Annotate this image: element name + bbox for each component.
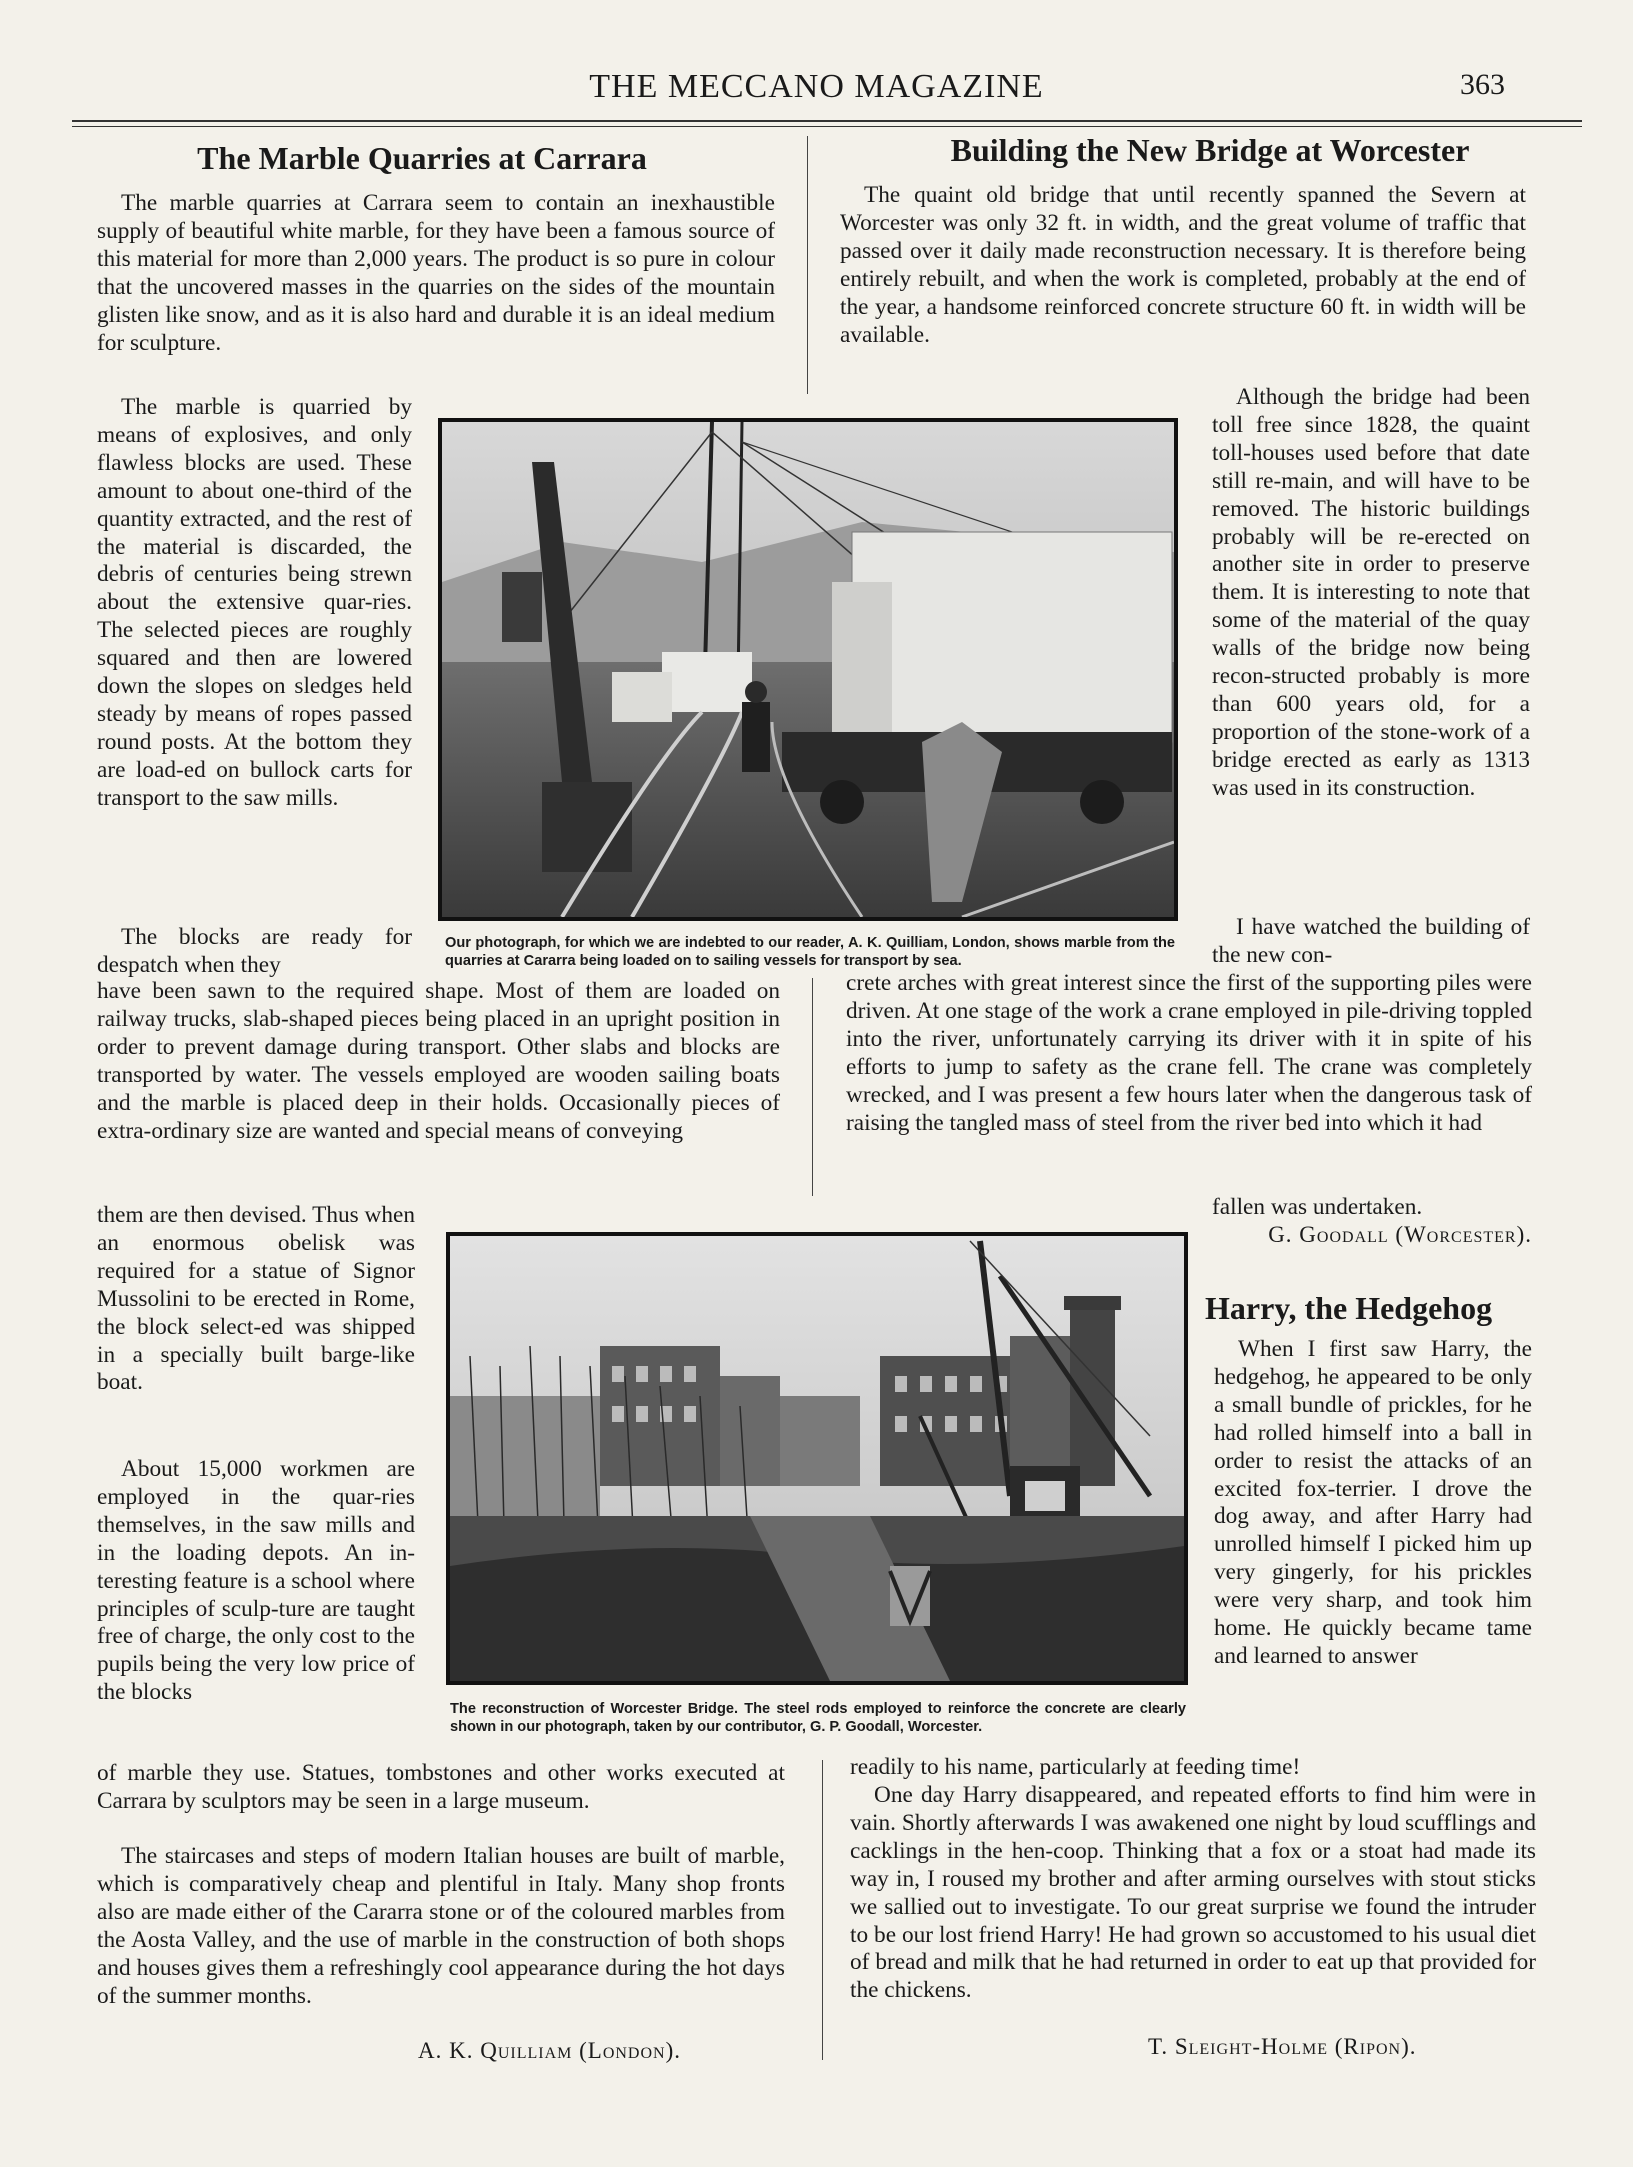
marble-loading-illustration <box>442 422 1174 917</box>
bridge-paragraph-3-start: I have watched the building of the new con- <box>1212 914 1530 968</box>
marble-article-title: The Marble Quarries at Carrara <box>197 140 647 176</box>
bridge-paragraph-3-end: fallen was undertaken. <box>1212 1194 1423 1220</box>
bridge-signature: G. Goodall (Worcester). <box>1268 1222 1532 1247</box>
header-rule-thin <box>72 126 1582 127</box>
hedgehog-signature: T. Sleight-Holme (Ripon). <box>1148 2034 1417 2059</box>
bridge-paragraph-2: Although the bridge had been toll free since 1828, the quaint toll-houses used before that date still re-main, and will have to be removed. The historic buildings probably will be re-erected on another site in order to preserve them. It is interesting to note that some of the material of the quay walls of the bridge now being recon-structed probably is more than 600 years old, for a proportion of the stone-work of a bridge erected as early as 1313 was used in its construction. <box>1212 384 1530 801</box>
marble-paragraph-3-start: The blocks are ready for despatch when they <box>97 924 412 978</box>
column-divider-middle <box>812 978 813 1196</box>
marble-loading-photo <box>438 418 1178 921</box>
marble-paragraph-4-end: of marble they use. Statues, tombstones and other works executed at Carrara by sculptors may be seen in a large museum. <box>97 1760 785 1814</box>
marble-paragraph-3-middle: have been sawn to the required shape. Most of them are loaded on railway trucks, slab-shaped pieces being placed in an upright position in order to prevent damage during transport. Other slabs and blocks are transported by water. The vessels employed are wooden sailing boats and the marble is placed deep in their holds. Occasionally pieces of extra-ordinary size are wanted and special means of conveying <box>97 978 780 1144</box>
magazine-title: THE MECCANO MAGAZINE <box>589 68 1044 105</box>
marble-paragraph-2: The marble is quarried by means of explosives, and only flawless blocks are used. These amount to about one-third of the quantity extracted, and the rest of the material is discarded, the debris of centuries being strewn about the extensive quar-ries. The selected pieces are roughly squared and then are lowered down the slopes on sledges held steady by means of ropes passed round posts. At the bottom they are load-ed on bullock carts for transport to the saw mills. <box>97 394 412 811</box>
bridge-photo-caption: The reconstruction of Worcester Bridge. The steel rods employed to reinforce the concrete are clearly shown in our photograph, taken by our contributor, G. P. Goodall, Worcester. <box>450 1701 1186 1735</box>
hedgehog-article-title: Harry, the Hedgehog <box>1205 1290 1493 1326</box>
column-divider-bottom <box>822 1760 823 2060</box>
page-number: 363 <box>1460 68 1505 101</box>
bridge-paragraph-3-middle: crete arches with great interest since the first of the supporting piles were driven. At one stage of the work a crane employed in pile-driving toppled into the river, unfortunately carrying its driver with it in spite of his efforts to jump to safety as the crane fell. The crane was completely wrecked, and I was present a few hours later when the dangerous task of raising the tangled mass of steel from the river bed into which it had <box>846 970 1532 1136</box>
marble-paragraph-5: The staircases and steps of modern Italian houses are built of marble, which is comparatively cheap and plentiful in Italy. Many shop fronts also are made either of the Cararra stone or of the coloured marbles from the Aosta Valley, and the use of marble in the construction of both shops and houses gives them a refreshingly cool appearance during the hot days of the summer months. <box>97 1843 785 2009</box>
marble-paragraph-1: The marble quarries at Carrara seem to contain an inexhaustible supply of beautiful white marble, for they have been a famous source of this material for more than 2,000 years. The product is so pure in colour that the uncovered masses in the quarries on the sides of the mountain glisten like snow, and as it is also hard and durable it is an ideal medium for sculpture. <box>97 190 775 356</box>
hedgehog-paragraph-2: One day Harry disappeared, and repeated efforts to find him were in vain. Shortly afterwards I was awakened one night by loud scufflings and cacklings in the hen-coop. Thinking that a fox or a stoat had made its way in, I roused my brother and after arming ourselves with stout sticks we sallied out to investigate. To our great surprise we found the intruder to be our lost friend Harry! He had grown so accustomed to his usual diet of bread and milk that he had returned in order to eat up that provided for the chickens. <box>850 1782 1536 2004</box>
marble-paragraph-4: About 15,000 workmen are employed in the quar-ries themselves, in the saw mills and in the loading depots. An in-teresting feature is a school where principles of sculp-ture are taught free of charge, the only cost to the pupils being the very low price of the blocks <box>97 1456 415 1706</box>
hedgehog-paragraph-1-end: readily to his name, particularly at feeding time! <box>850 1754 1301 1780</box>
worcester-bridge-illustration <box>450 1236 1184 1681</box>
hedgehog-paragraph-1: When I first saw Harry, the hedgehog, he appeared to be only a small bundle of prickles, for he had rolled himself into a ball in order to resist the attacks of an excited fox-terrier. I drove the dog away, and after Harry had unrolled himself I picked him up very gingerly, for his prickles were very sharp, and took him home. He quickly became tame and learned to answer <box>1214 1336 1532 1669</box>
bridge-paragraph-1: The quaint old bridge that until recently spanned the Severn at Worcester was only 32 ft. in width, and the great volume of traffic that passed over it daily made reconstruction necessary. It is therefore being entirely rebuilt, and when the work is completed, probably at the end of the year, a handsome reinforced concrete structure 60 ft. in width will be available. <box>840 182 1526 348</box>
marble-paragraph-3-end: them are then devised. Thus when an enormous obelisk was required for a statue of Signor Mussolini to be erected in Rome, the block select-ed was shipped in a specially built barge-like boat. <box>97 1202 415 1396</box>
column-divider-top <box>807 136 808 394</box>
header-rule <box>72 120 1582 122</box>
marble-signature: A. K. Quilliam (London). <box>418 2038 682 2063</box>
worcester-bridge-photo <box>446 1232 1188 1685</box>
bridge-article-title: Building the New Bridge at Worcester <box>950 132 1470 168</box>
marble-photo-caption: Our photograph, for which we are indebted to our reader, A. K. Quilliam, London, shows marble from the quarries at Cararra being loaded on to sailing vessels for transport by sea. <box>445 935 1175 969</box>
